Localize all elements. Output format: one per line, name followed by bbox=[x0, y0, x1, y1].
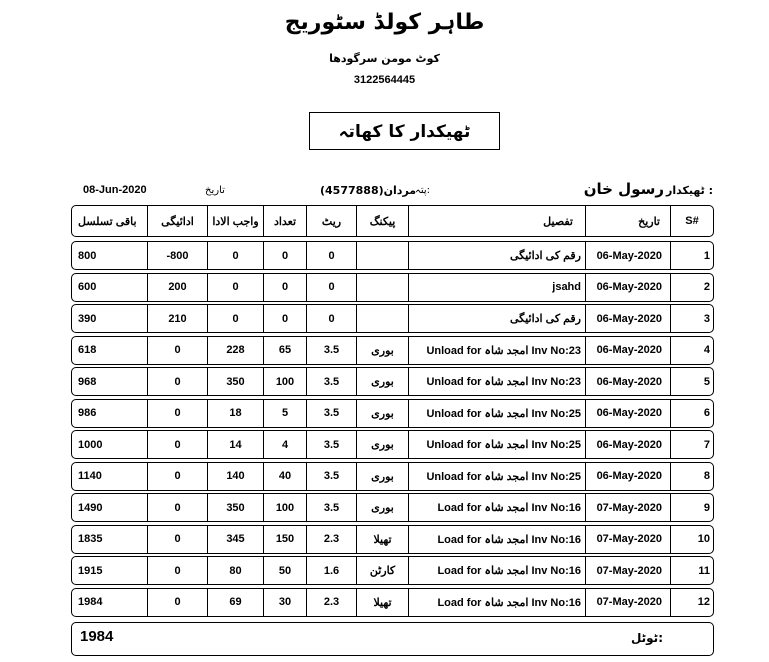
total-value: 1984 bbox=[80, 628, 114, 645]
cell-due: 0 bbox=[207, 274, 263, 301]
cell-paid: -800 bbox=[147, 242, 207, 269]
cell-detail: Load for امجد شاہ Inv No:16 bbox=[408, 494, 585, 521]
cell-rate: 3.5 bbox=[306, 431, 356, 458]
cell-sno: 3 bbox=[670, 305, 713, 332]
cell-due: 0 bbox=[207, 242, 263, 269]
cell-qty: 50 bbox=[263, 557, 306, 584]
cell-date: 06-May-2020 bbox=[585, 368, 670, 395]
cell-date: 06-May-2020 bbox=[585, 242, 670, 269]
cell-qty: 5 bbox=[263, 400, 306, 427]
cell-packing: بوری bbox=[356, 463, 408, 490]
cell-due: 228 bbox=[207, 337, 263, 364]
cell-rate: 0 bbox=[306, 274, 356, 301]
cell-sno: 9 bbox=[670, 494, 713, 521]
cell-paid: 0 bbox=[147, 337, 207, 364]
cell-paid: 0 bbox=[147, 526, 207, 553]
cell-qty: 0 bbox=[263, 242, 306, 269]
cell-packing: بوری bbox=[356, 400, 408, 427]
cell-detail: Unload for امجد شاہ Inv No:25 bbox=[408, 400, 585, 427]
cell-rate: 3.5 bbox=[306, 494, 356, 521]
cell-qty: 0 bbox=[263, 274, 306, 301]
cell-qty: 100 bbox=[263, 368, 306, 395]
cell-sno: 7 bbox=[670, 431, 713, 458]
cell-packing bbox=[356, 274, 408, 301]
date-label: تاریخ bbox=[205, 185, 225, 196]
cell-rate: 2.3 bbox=[306, 526, 356, 553]
cell-balance: 1984 bbox=[78, 596, 103, 608]
table-row bbox=[71, 556, 714, 585]
cell-packing: تھیلا bbox=[356, 526, 408, 553]
cell-balance: 986 bbox=[78, 407, 97, 419]
cell-detail: Unload for امجد شاہ Inv No:23 bbox=[408, 337, 585, 364]
cell-date: 06-May-2020 bbox=[585, 463, 670, 490]
cell-paid: 0 bbox=[147, 494, 207, 521]
cell-qty: 100 bbox=[263, 494, 306, 521]
table-row bbox=[71, 588, 714, 617]
cell-paid: 0 bbox=[147, 400, 207, 427]
table-row bbox=[71, 399, 714, 428]
cell-paid: 210 bbox=[147, 305, 207, 332]
cell-packing: تھیلا bbox=[356, 589, 408, 616]
table-row bbox=[71, 336, 714, 365]
cell-rate: 3.5 bbox=[306, 368, 356, 395]
cell-packing: بوری bbox=[356, 494, 408, 521]
table-row bbox=[71, 367, 714, 396]
cell-paid: 200 bbox=[147, 274, 207, 301]
cell-sno: 5 bbox=[670, 368, 713, 395]
cell-date: 07-May-2020 bbox=[585, 494, 670, 521]
cell-packing: بوری bbox=[356, 337, 408, 364]
ledger-title: ٹھیکدار کا کھاتہ bbox=[309, 112, 500, 150]
cell-date: 06-May-2020 bbox=[585, 305, 670, 332]
cell-balance: 1915 bbox=[78, 564, 103, 577]
cell-qty: 150 bbox=[263, 526, 306, 553]
store-title: طاہر کولڈ سٹوریج bbox=[284, 10, 485, 35]
total-row bbox=[71, 622, 714, 656]
cell-detail: Unload for امجد شاہ Inv No:23 bbox=[408, 368, 585, 395]
col-paid: ادائیگی bbox=[147, 206, 207, 236]
cell-due: 140 bbox=[207, 463, 263, 490]
cell-qty: 4 bbox=[263, 431, 306, 458]
cell-rate: 3.5 bbox=[306, 463, 356, 490]
cell-packing bbox=[356, 305, 408, 332]
cell-due: 80 bbox=[207, 557, 263, 584]
col-date: تاریخ bbox=[585, 206, 670, 236]
cell-sno: 8 bbox=[670, 463, 713, 490]
cell-paid: 0 bbox=[147, 589, 207, 616]
cell-sno: 12 bbox=[670, 589, 713, 616]
cell-sno: 6 bbox=[670, 400, 713, 427]
cell-packing: کارٹن bbox=[356, 557, 408, 584]
cell-paid: 0 bbox=[147, 368, 207, 395]
col-packing: پیکنگ bbox=[356, 206, 408, 236]
cell-rate: 1.6 bbox=[306, 557, 356, 584]
table-row bbox=[71, 462, 714, 491]
cell-balance: 618 bbox=[78, 344, 97, 356]
col-detail: تفصیل bbox=[408, 206, 585, 236]
col-sno: S# bbox=[670, 206, 713, 236]
cell-rate: 2.3 bbox=[306, 589, 356, 616]
store-address: کوٹ مومن سرگودھا bbox=[329, 52, 440, 65]
cell-balance: 600 bbox=[78, 281, 97, 293]
cell-detail: Load for امجد شاہ Inv No:16 bbox=[408, 526, 585, 553]
cell-packing bbox=[356, 242, 408, 269]
cell-qty: 30 bbox=[263, 589, 306, 616]
cell-balance: 1140 bbox=[78, 470, 102, 482]
cell-due: 350 bbox=[207, 494, 263, 521]
cell-due: 18 bbox=[207, 400, 263, 427]
cell-sno: 11 bbox=[670, 557, 713, 584]
cell-qty: 65 bbox=[263, 337, 306, 364]
cell-balance: 968 bbox=[78, 375, 97, 388]
cell-paid: 0 bbox=[147, 431, 207, 458]
table-row bbox=[71, 430, 714, 459]
cell-balance: 800 bbox=[78, 249, 97, 262]
cell-detail: Unload for امجد شاہ Inv No:25 bbox=[408, 463, 585, 490]
col-rate: ریٹ bbox=[306, 206, 356, 236]
col-due: واجب الادا bbox=[207, 206, 263, 236]
cell-rate: 3.5 bbox=[306, 337, 356, 364]
table-row bbox=[71, 525, 714, 554]
cell-balance: 390 bbox=[78, 312, 97, 325]
table-row bbox=[71, 273, 714, 302]
cell-due: 14 bbox=[207, 431, 263, 458]
cell-balance: 1835 bbox=[78, 533, 103, 545]
cell-sno: 4 bbox=[670, 337, 713, 364]
cell-detail: jsahd bbox=[408, 274, 585, 301]
cell-detail: رقم کی ادائیگی bbox=[408, 305, 585, 332]
cell-due: 69 bbox=[207, 589, 263, 616]
table-header bbox=[71, 205, 714, 237]
store-phone: 3122564445 bbox=[353, 74, 416, 86]
col-qty: تعداد bbox=[263, 206, 306, 236]
cell-rate: 0 bbox=[306, 242, 356, 269]
cell-rate: 0 bbox=[306, 305, 356, 332]
cell-date: 06-May-2020 bbox=[585, 274, 670, 301]
cell-qty: 0 bbox=[263, 305, 306, 332]
cell-detail: Unload for امجد شاہ Inv No:25 bbox=[408, 431, 585, 458]
cell-paid: 0 bbox=[147, 557, 207, 584]
table-row bbox=[71, 304, 714, 333]
col-balance: باقی تسلسل bbox=[78, 215, 137, 228]
cell-packing: بوری bbox=[356, 431, 408, 458]
cell-detail: Load for امجد شاہ Inv No:16 bbox=[408, 589, 585, 616]
cell-date: 06-May-2020 bbox=[585, 400, 670, 427]
cell-date: 07-May-2020 bbox=[585, 526, 670, 553]
cell-balance: 1490 bbox=[78, 501, 103, 514]
cell-date: 07-May-2020 bbox=[585, 557, 670, 584]
cell-date: 06-May-2020 bbox=[585, 337, 670, 364]
cell-qty: 40 bbox=[263, 463, 306, 490]
total-label: ٹوٹل: bbox=[630, 631, 663, 645]
cell-date: 07-May-2020 bbox=[585, 589, 670, 616]
cell-sno: 2 bbox=[670, 274, 713, 301]
cell-packing: بوری bbox=[356, 368, 408, 395]
cell-detail: Load for امجد شاہ Inv No:16 bbox=[408, 557, 585, 584]
report-date: 08-Jun-2020 bbox=[83, 184, 147, 196]
table-row bbox=[71, 241, 714, 270]
contractor-label: ٹھیکدار : bbox=[666, 184, 713, 197]
cell-sno: 1 bbox=[670, 242, 713, 269]
cell-date: 06-May-2020 bbox=[585, 431, 670, 458]
contractor-name: رسول خان bbox=[583, 180, 664, 198]
table-row bbox=[71, 493, 714, 522]
cell-paid: 0 bbox=[147, 463, 207, 490]
cell-rate: 3.5 bbox=[306, 400, 356, 427]
address-label: پتہ: bbox=[415, 185, 431, 196]
cell-due: 345 bbox=[207, 526, 263, 553]
cell-due: 350 bbox=[207, 368, 263, 395]
cell-sno: 10 bbox=[670, 526, 713, 553]
cell-detail: رقم کی ادائیگی bbox=[408, 242, 585, 269]
cell-due: 0 bbox=[207, 305, 263, 332]
address-value: مردان(4577888) bbox=[320, 184, 417, 197]
cell-balance: 1000 bbox=[78, 438, 103, 451]
